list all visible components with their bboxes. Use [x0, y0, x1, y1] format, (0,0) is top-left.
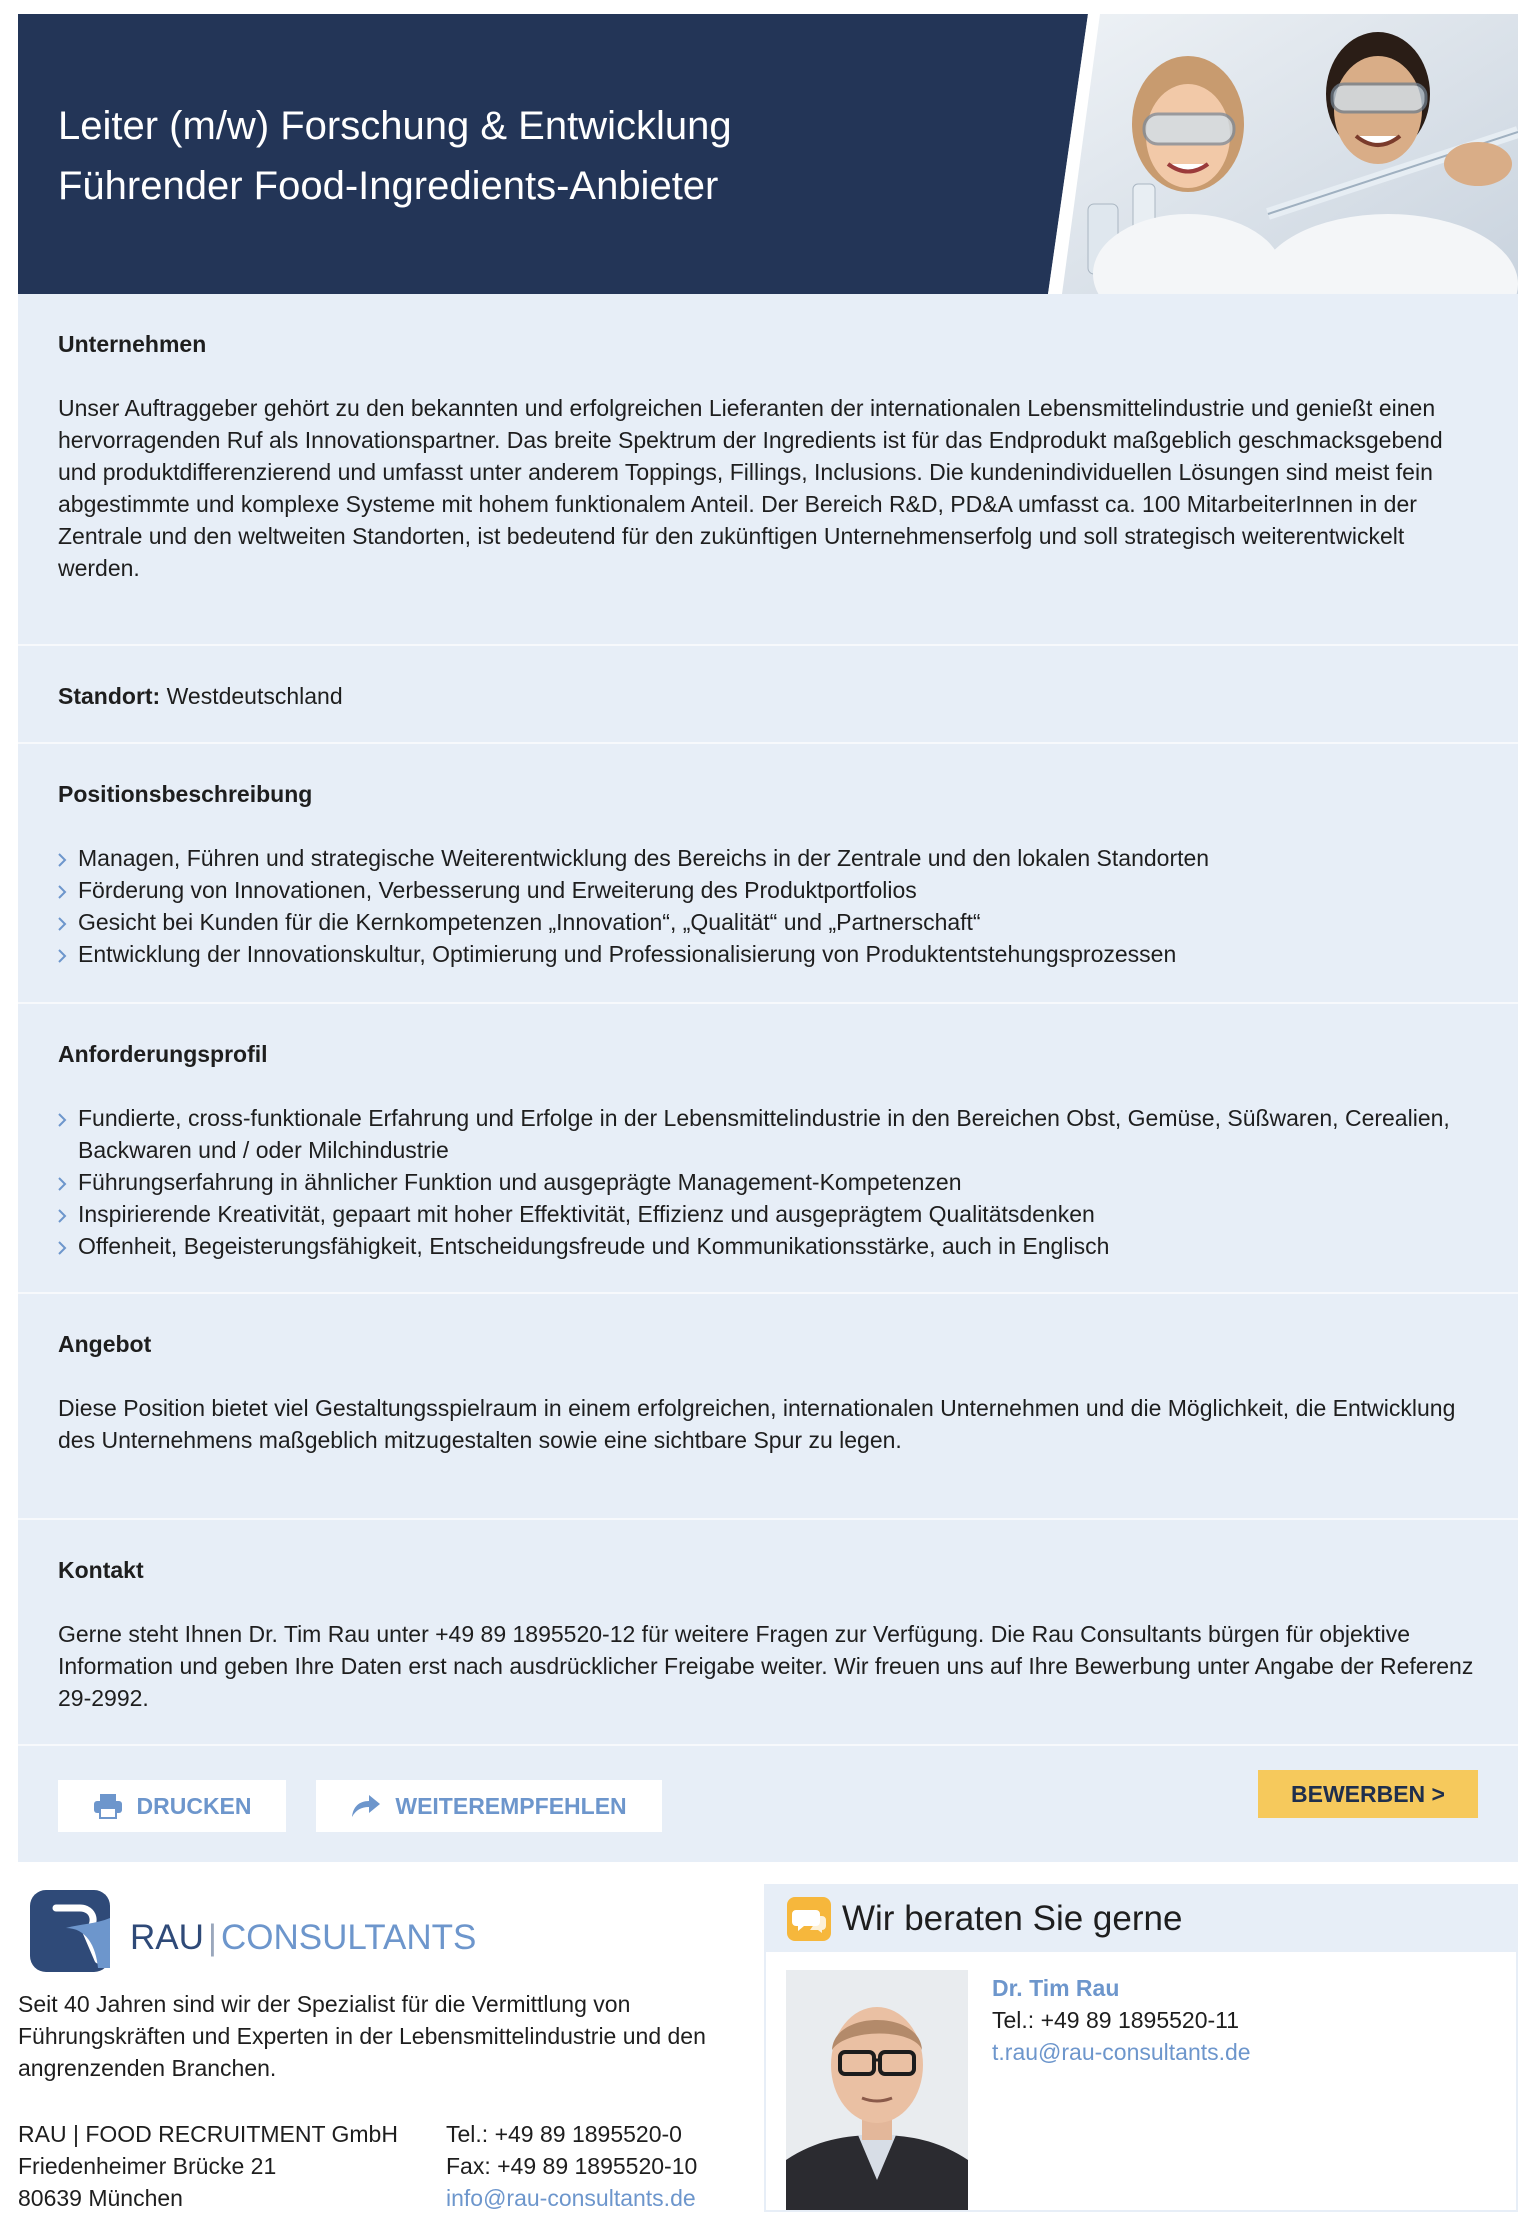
company-fax: Fax: +49 89 1895520-10	[446, 2153, 698, 2179]
list-item-text: Managen, Führen und strategische Weiterentwicklung des Bereichs in der Zentrale und den lokalen Standorten	[78, 845, 1210, 871]
chevron-right-icon	[58, 885, 67, 899]
list-item-text: Förderung von Innovationen, Verbesserung und Erweiterung des Produktportfolios	[78, 877, 917, 903]
apply-button[interactable]: BEWERBEN >	[1258, 1770, 1478, 1818]
list-item	[58, 1198, 1478, 1230]
section-heading-kontakt: Kontakt	[58, 1557, 144, 1583]
advisor-email-link[interactable]: t.rau@rau-consultants.de	[992, 2039, 1251, 2065]
logo-mark-icon	[26, 1888, 112, 1974]
advisor-name: Dr. Tim Rau	[992, 1975, 1120, 2001]
list-item	[58, 874, 1478, 906]
chevron-right-icon	[58, 1209, 67, 1223]
logo-wordmark	[130, 1918, 476, 1958]
job-title	[58, 96, 732, 216]
list-item-text: Inspirierende Kreativität, gepaart mit hoher Effektivität, Effizienz und ausgeprägtem Qualitätsdenken	[78, 1201, 1095, 1227]
list-item-text: Fundierte, cross-funktionale Erfahrung und Erfolge in der Lebensmittelindustrie in den Bereichen Obst, Gemüse, Süßwaren, Cerealien, Backwaren und / oder Milchindustrie	[78, 1105, 1450, 1163]
recommend-button[interactable]	[316, 1780, 662, 1832]
header-photo-scientists	[1048, 14, 1518, 294]
footer	[18, 1862, 1518, 2212]
chevron-right-icon	[58, 949, 67, 963]
chevron-right-icon	[58, 1113, 67, 1127]
section-heading-unternehmen: Unternehmen	[58, 331, 207, 357]
advisor-photo	[786, 1970, 968, 2210]
recommend-button-label: WEITEREMPFEHLEN	[395, 1792, 627, 1819]
chevron-right-icon	[58, 853, 67, 867]
rau-consultants-logo	[26, 1888, 477, 1978]
print-button[interactable]	[58, 1780, 286, 1832]
job-title-line1: Leiter (m/w) Forschung & Entwicklung	[58, 104, 732, 148]
section-standort	[18, 646, 1518, 744]
list-item	[58, 906, 1478, 938]
kontakt-text: Gerne steht Ihnen Dr. Tim Rau unter +49 89 1895520-12 für weitere Fragen zur Verfügung. Die Rau Consultants bürgen für objektive Information und geben Ihre Daten erst nach ausdrücklicher Freigabe weiter. Wir freuen uns auf Ihre Bewerbung unter Angabe der Referenz 29-2992.	[58, 1621, 1474, 1711]
chevron-right-icon	[58, 1177, 67, 1191]
advisor-info	[992, 1972, 1251, 2068]
company-street: Friedenheimer Brücke 21	[18, 2153, 277, 2179]
list-item-text: Offenheit, Begeisterungsfähigkeit, Entscheidungsfreude und Kommunikationsstärke, auch in Englisch	[78, 1233, 1110, 1259]
list-item-text: Führungserfahrung in ähnlicher Funktion und ausgeprägte Management-Kompetenzen	[78, 1169, 962, 1195]
company-email-link[interactable]: info@rau-consultants.de	[446, 2185, 696, 2211]
job-details	[18, 294, 1518, 1862]
list-item-text: Entwicklung der Innovationskultur, Optimierung und Professionalisierung von Produktentstehungsprozessen	[78, 941, 1177, 967]
logo-separator: |	[207, 1918, 217, 1957]
logo-consultants: CONSULTANTS	[221, 1918, 477, 1957]
company-contact	[446, 2118, 697, 2214]
section-positionsbeschreibung	[18, 744, 1518, 1004]
company-address	[18, 2118, 398, 2214]
unternehmen-text: Unser Auftraggeber gehört zu den bekannten und erfolgreichen Lieferanten der internationalen Lebensmittelindustrie und genießt einen hervorragenden Ruf als Innovationspartner. Das breite Spektrum der Ingredients ist für das Endprodukt maßgeblich geschmacksgebend und produktdifferenzierend und umfasst unter anderem Toppings, Fillings, Inclusions. Die kundenindividuellen Lösungen sind meist fein abgestimmte und komplexe Systeme mit hohem funktionalem Anteil. Der Bereich R&D, PD&A umfasst ca. 100 MitarbeiterInnen in der Zentrale und den weltweiten Standorten, ist bedeutend für den zukünftigen Unternehmenserfolg und soll strategisch weiterentwickelt werden.	[58, 395, 1443, 581]
chevron-right-icon	[58, 1241, 67, 1255]
share-arrow-icon	[351, 1794, 381, 1818]
list-item	[58, 842, 1478, 874]
header-banner	[18, 14, 1518, 294]
chevron-right-icon	[58, 917, 67, 931]
standort-value: Westdeutschland	[166, 683, 343, 709]
list-item	[58, 1102, 1478, 1166]
advisor-box	[764, 1884, 1518, 2212]
company-phone: Tel.: +49 89 1895520-0	[446, 2121, 682, 2147]
list-item	[58, 1166, 1478, 1198]
job-posting	[18, 14, 1518, 2212]
section-anforderungsprofil	[18, 1004, 1518, 1294]
advisor-header	[766, 1886, 1516, 1952]
job-title-line2: Führender Food-Ingredients-Anbieter	[58, 164, 719, 208]
standort-label: Standort:	[58, 683, 161, 709]
section-heading-anforderungsprofil: Anforderungsprofil	[58, 1041, 268, 1067]
list-item	[58, 938, 1478, 970]
advisor-phone: Tel.: +49 89 1895520-11	[992, 2007, 1240, 2033]
section-heading-angebot: Angebot	[58, 1331, 152, 1357]
company-description: Seit 40 Jahren sind wir der Spezialist für die Vermittlung von Führungskräften und Experten in der Lebensmittelindustrie und den angrenzenden Branchen.	[18, 1991, 706, 2081]
list-item	[58, 1230, 1478, 1262]
print-button-label: DRUCKEN	[136, 1792, 252, 1819]
logo-rau: RAU	[130, 1918, 204, 1957]
section-heading-positionsbeschreibung: Positionsbeschreibung	[58, 781, 313, 807]
chat-bubble-icon	[786, 1896, 832, 1942]
list-item-text: Gesicht bei Kunden für die Kernkompetenzen „Innovation“, „Qualität“ und „Partnerschaft“	[78, 909, 981, 935]
anforderung-list	[58, 1102, 1478, 1262]
advisor-title: Wir beraten Sie gerne	[842, 1899, 1183, 1938]
section-angebot	[18, 1294, 1518, 1520]
section-kontakt	[18, 1520, 1518, 1746]
action-bar	[18, 1746, 1518, 1862]
angebot-text: Diese Position bietet viel Gestaltungsspielraum in einem erfolgreichen, internationalen Unternehmen und die Möglichkeit, die Entwicklung des Unternehmens maßgeblich mitzugestalten sowie eine sichtbare Spur zu legen.	[58, 1395, 1456, 1453]
position-list	[58, 842, 1478, 970]
company-city: 80639 München	[18, 2185, 183, 2211]
company-name: RAU | FOOD RECRUITMENT GmbH	[18, 2121, 398, 2147]
section-unternehmen	[18, 294, 1518, 646]
printer-icon	[93, 1793, 123, 1819]
